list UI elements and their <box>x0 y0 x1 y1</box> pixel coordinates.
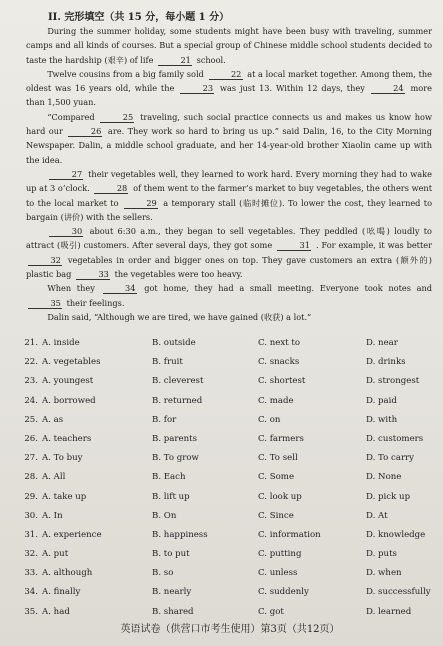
blank-23: 23 <box>180 83 214 94</box>
options-list <box>8 338 440 626</box>
option-b: B. to put <box>152 549 190 560</box>
question-row-34 <box>8 587 440 606</box>
option-b: B. happiness <box>152 529 208 540</box>
option-a: A. as <box>42 414 64 425</box>
passage-text: a temporary stall (临时摊位). To lower the cost, they learned to bargain (讲价) with the sellers. <box>26 197 432 222</box>
section-heading: II. 完形填空（共 15 分，每小题 1 分） <box>48 12 230 23</box>
option-b: B. returned <box>152 395 203 406</box>
option-b: B. Each <box>152 472 186 483</box>
question-number: 26. <box>24 433 38 444</box>
option-c: C. putting <box>258 549 302 560</box>
option-a: A. borrowed <box>42 395 96 406</box>
blank-22: 22 <box>209 69 243 80</box>
option-c: C. got <box>258 606 284 617</box>
option-d: D. drinks <box>366 357 406 368</box>
option-a: A. put <box>42 549 69 560</box>
passage-paragraph <box>26 67 432 110</box>
question-number: 30. <box>24 510 38 521</box>
question-row-24 <box>8 396 440 415</box>
question-row-26 <box>8 434 440 453</box>
question-row-31 <box>8 530 440 549</box>
option-a: A. youngest <box>42 376 94 387</box>
blank-26: 26 <box>68 126 102 137</box>
question-number: 23. <box>24 376 38 387</box>
option-a: A. In <box>42 510 63 521</box>
question-number: 34. <box>24 587 38 598</box>
question-number: 32. <box>24 549 38 560</box>
page-footer: 英语试卷（供营口市考生使用）第3页（共12页） <box>120 624 340 635</box>
question-row-32 <box>8 549 440 568</box>
passage-text: traveling, such social practice connects us and makes us know how hard our <box>26 111 432 137</box>
blank-31: 31 <box>277 240 311 251</box>
option-d: D. To carry <box>366 453 415 464</box>
option-c: C. shortest <box>258 376 306 387</box>
passage-paragraph <box>26 24 432 67</box>
question-row-30 <box>8 511 440 530</box>
passage-text: school. <box>194 54 226 65</box>
question-number: 35. <box>24 606 38 617</box>
option-a: A. take up <box>42 491 87 502</box>
passage-text: more than 1,500 yuan. <box>26 83 432 108</box>
option-a: A. finally <box>42 587 81 598</box>
passage-text: their vegetables well, they learned to work hard. Every morning they had to wake up at 3 o’clock. <box>26 168 432 194</box>
question-number: 21. <box>24 338 38 348</box>
option-c: C. made <box>258 395 294 406</box>
option-a: A. had <box>42 606 70 617</box>
passage-paragraph <box>26 310 432 324</box>
option-c: C. To sell <box>258 453 298 464</box>
option-a: A. experience <box>42 529 102 540</box>
passage-text: “Compared <box>47 111 99 122</box>
option-b: B. On <box>152 510 177 521</box>
blank-28: 28 <box>94 183 128 194</box>
blank-35: 35 <box>28 298 62 309</box>
passage-text: at a local market together. Among them, the oldest was 16 years old, while the <box>26 68 433 94</box>
option-c: C. snacks <box>258 357 300 368</box>
blank-34: 34 <box>103 283 137 294</box>
option-b: B. To grow <box>152 453 199 464</box>
option-d: D. At <box>366 510 388 521</box>
option-a: A. vegetables <box>42 357 101 368</box>
option-c: C. suddenly <box>258 587 309 598</box>
option-c: C. Some <box>258 472 295 483</box>
option-b: B. outside <box>152 338 196 348</box>
blank-21: 21 <box>158 55 192 66</box>
option-c: C. Since <box>258 510 294 521</box>
blank-32: 32 <box>28 255 62 266</box>
option-b: B. fruit <box>152 357 183 368</box>
passage-text: the vegetables were too heavy. <box>112 269 243 280</box>
option-b: B. parents <box>152 433 197 444</box>
passage-text: vegetables in order and bigger ones on top. They gave customers an extra (额外的) plastic bag <box>26 254 432 280</box>
option-d: D. None <box>366 472 402 483</box>
passage-text: Dalin said, “Although we are tired, we have gained (收获) a lot.” <box>47 311 312 322</box>
passage-paragraph <box>26 281 432 310</box>
option-a: A. All <box>42 472 66 483</box>
blank-25: 25 <box>100 112 134 123</box>
question-row-23 <box>8 376 440 395</box>
question-row-25 <box>8 415 440 434</box>
passage-text: was just 13. Within 12 days, they <box>216 83 369 94</box>
question-number: 29. <box>24 491 38 502</box>
question-row-28 <box>8 472 440 491</box>
option-d: D. paid <box>366 395 397 406</box>
passage-text: of them went to the farmer’s market to buy vegetables, the others went to the local market to <box>26 183 432 208</box>
option-c: C. next to <box>258 338 301 348</box>
option-d: D. when <box>366 568 402 579</box>
question-number: 24. <box>24 395 38 406</box>
question-number: 31. <box>24 529 38 540</box>
option-b: B. shared <box>152 606 194 617</box>
cloze-passage <box>26 24 432 324</box>
passage-paragraph <box>26 224 432 281</box>
option-d: D. successfully <box>366 587 431 598</box>
question-number: 22. <box>24 357 38 368</box>
question-row-33 <box>8 568 440 587</box>
blank-29: 29 <box>124 198 158 209</box>
option-b: B. for <box>152 414 177 425</box>
option-c: C. farmers <box>258 433 304 444</box>
question-number: 25. <box>24 414 38 425</box>
blank-30: 30 <box>49 226 83 237</box>
option-b: B. nearly <box>152 587 192 598</box>
passage-text: their feelings. <box>64 297 125 308</box>
passage-text: . For example, it was better <box>313 240 432 251</box>
blank-24: 24 <box>371 83 405 94</box>
option-a: A. inside <box>42 338 80 348</box>
passage-text: got home, they had a small meeting. Everyone took notes and <box>138 283 432 294</box>
option-b: B. cleverest <box>152 376 204 387</box>
option-a: A. To buy <box>42 453 83 464</box>
option-c: C. information <box>258 529 321 540</box>
passage-text: During the summer holiday, some students might have been busy with traveling, summer camps and all kinds of courses. But a special group of Chinese middle school students decided to taste the hardship (艰辛) of life <box>26 26 432 65</box>
question-number: 33. <box>24 568 38 579</box>
question-row-22 <box>8 357 440 376</box>
option-d: D. strongest <box>366 376 420 387</box>
option-d: D. puts <box>366 549 397 560</box>
question-row-27 <box>8 453 440 472</box>
passage-text: When they <box>47 283 101 294</box>
passage-text: about 6:30 a.m., they began to sell vegetables. They peddled (吆喝) loudly to attract (吸引) customers. After several days, they got some <box>26 226 432 251</box>
option-a: A. although <box>42 568 93 579</box>
passage-paragraph <box>26 110 432 167</box>
question-row-29 <box>8 492 440 511</box>
question-row-21 <box>8 338 440 357</box>
passage-text: are. They work so hard to bring us up.” said Dalin, 16, to the City Morning Newspaper. Dalin, a middle school graduate, and her 14-year-old brother Xiaolin came up with the idea. <box>26 126 432 165</box>
option-d: D. learned <box>366 606 412 617</box>
passage-text: Twelve cousins from a big family sold <box>47 68 207 79</box>
option-d: D. pick up <box>366 491 411 502</box>
option-d: D. knowledge <box>366 529 426 540</box>
blank-27: 27 <box>49 169 83 180</box>
option-c: C. unless <box>258 568 298 579</box>
question-number: 28. <box>24 472 38 483</box>
option-d: D. near <box>366 338 398 348</box>
option-d: D. customers <box>366 433 424 444</box>
option-b: B. lift up <box>152 491 190 502</box>
option-c: C. on <box>258 414 281 425</box>
option-b: B. so <box>152 568 174 579</box>
blank-33: 33 <box>76 269 110 280</box>
option-a: A. teachers <box>42 433 92 444</box>
question-number: 27. <box>24 453 38 464</box>
option-d: D. with <box>366 414 398 425</box>
passage-paragraph <box>26 167 432 224</box>
option-c: C. look up <box>258 491 302 502</box>
